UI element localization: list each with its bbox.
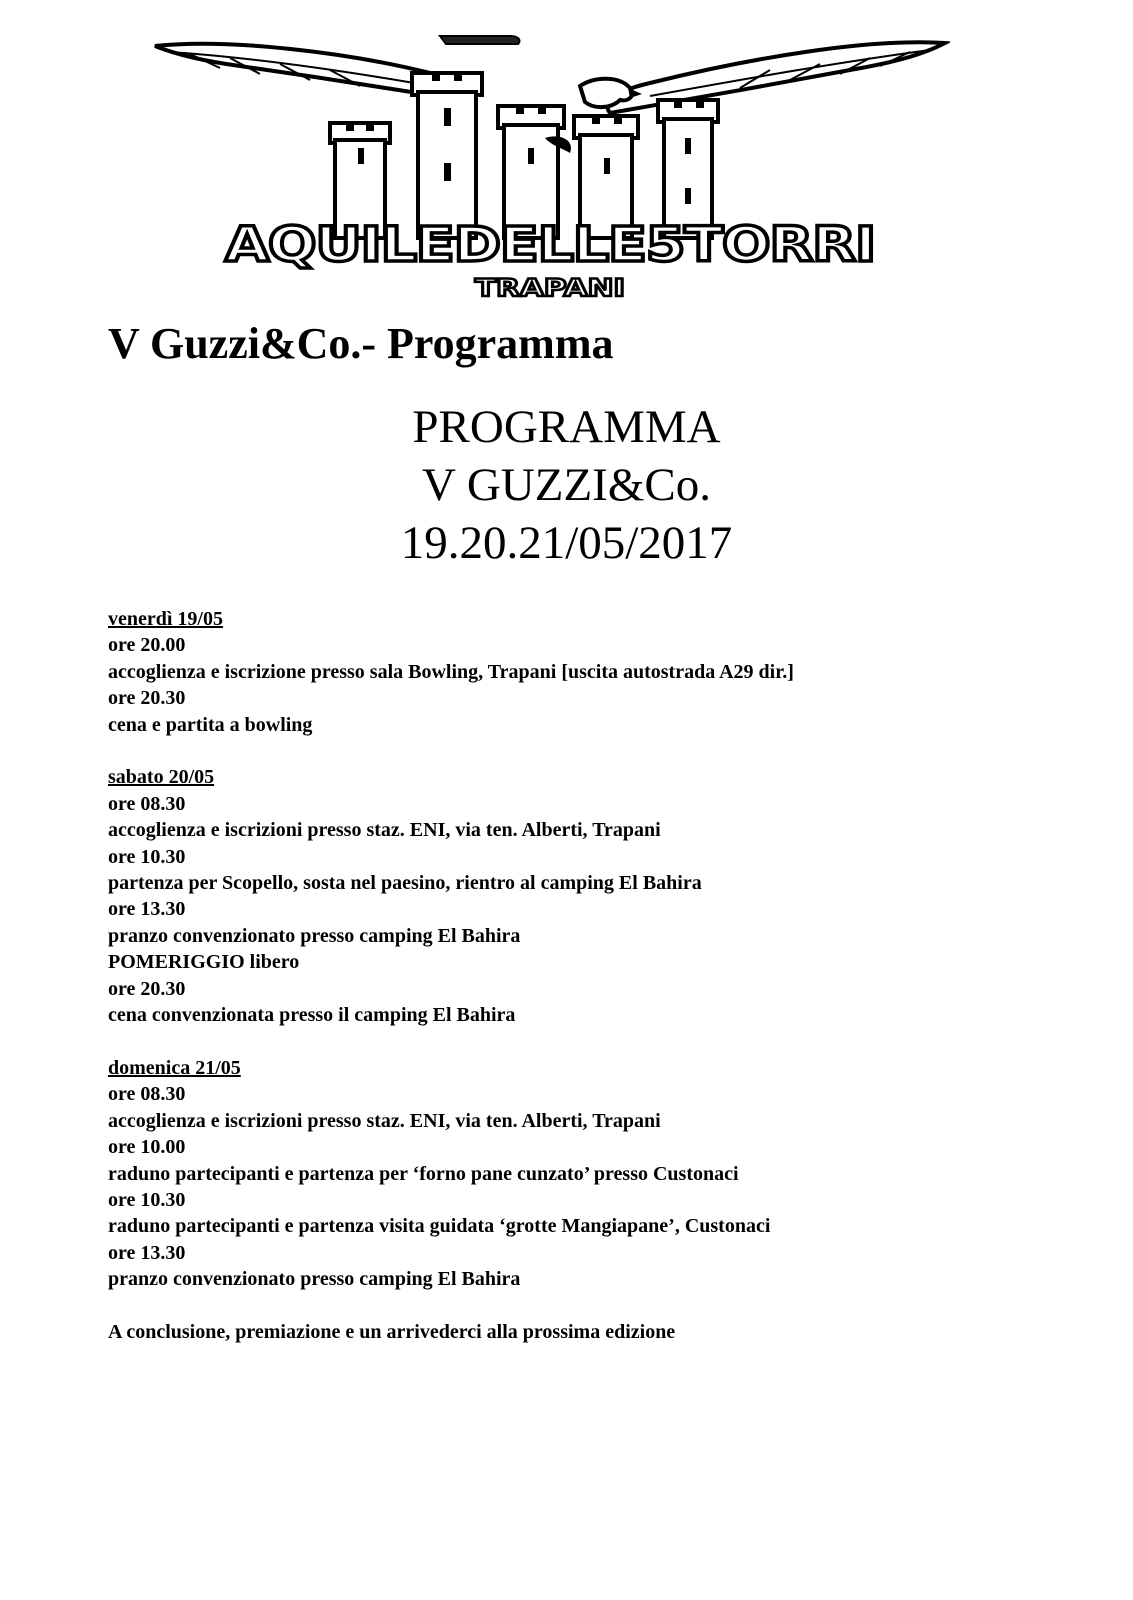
schedule-time: ore 10.30	[108, 1188, 186, 1211]
schedule-activity: partenza per Scopello, sosta nel paesino, rientro al camping El Bahira	[108, 872, 702, 895]
day-heading: venerdì 19/05	[108, 608, 223, 630]
day-heading: sabato 20/05	[108, 766, 215, 789]
aquile-delle-5-torri-logo	[150, 28, 950, 308]
schedule-time: ore 10.00	[108, 1136, 186, 1159]
tower-2-icon	[412, 73, 482, 238]
schedule-activity: cena convenzionata presso il camping El Bahira	[108, 1004, 516, 1027]
schedule-activity: accoglienza e iscrizione presso sala Bowling, Trapani [uscita autostrada A29 dir.]	[108, 660, 794, 683]
schedule-time: ore 20.30	[108, 687, 186, 710]
schedule-time: ore 20.30	[108, 977, 186, 1000]
schedule-activity: pranzo convenzionato presso camping El Bahira	[108, 924, 521, 947]
schedule-time: ore 13.30	[108, 898, 186, 921]
schedule-time: ore 13.30	[108, 1241, 186, 1264]
schedule-activity: accoglienza e iscrizioni presso staz. ENI, via ten. Alberti, Trapani	[108, 819, 661, 842]
schedule-time: ore 08.30	[108, 792, 186, 815]
heading-line-3: 19.20.21/05/2017	[400, 517, 733, 569]
closing-note: A conclusione, premiazione e un arrivederci alla prossima edizione	[108, 1320, 676, 1343]
heading-line-2: V GUZZI&Co.	[422, 459, 711, 511]
eagle-left-wing-icon	[155, 44, 454, 98]
schedule-time: ore 08.30	[108, 1083, 186, 1106]
schedule-time: ore 10.30	[108, 845, 186, 868]
program-heading	[0, 398, 1133, 572]
page-title: V Guzzi&Co.- Programma	[108, 319, 614, 368]
schedule-activity: POMERIGGIO libero	[108, 951, 300, 974]
day-friday	[108, 606, 794, 738]
schedule-activity: cena e partita a bowling	[108, 713, 313, 736]
schedule-activity: accoglienza e iscrizioni presso staz. ENI, via ten. Alberti, Trapani	[108, 1109, 661, 1132]
schedule-activity: pranzo convenzionato presso camping El Bahira	[108, 1268, 521, 1291]
day-saturday	[108, 764, 794, 1028]
schedule-activity: raduno partecipanti e partenza per ‘forno pane cunzato’ presso Custonaci	[108, 1162, 739, 1185]
program-schedule	[108, 606, 794, 1345]
day-heading: domenica 21/05	[108, 1056, 241, 1079]
logo-sub-text: TRAPANI	[475, 274, 625, 302]
schedule-activity: raduno partecipanti e partenza visita guidata ‘grotte Mangiapane’, Custonaci	[108, 1215, 771, 1238]
heading-line-1: PROGRAMMA	[412, 401, 721, 453]
day-sunday	[108, 1055, 794, 1293]
logo-main-text: AQUILEDELLE5TORRI	[225, 217, 875, 273]
schedule-time: ore 20.00	[108, 634, 186, 657]
